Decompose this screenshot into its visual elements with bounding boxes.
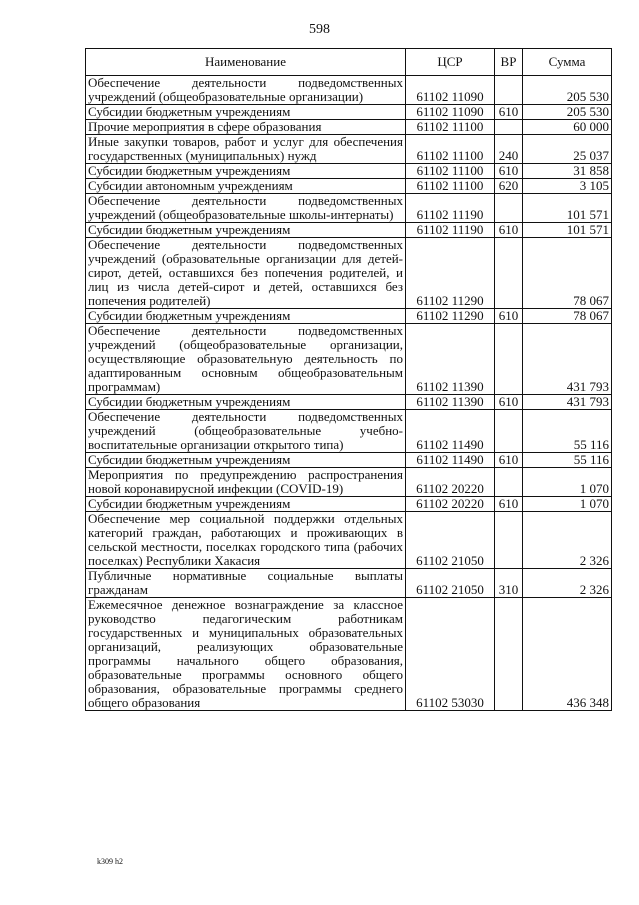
cell-sum: 2 326 bbox=[523, 512, 612, 569]
table-row bbox=[86, 179, 612, 194]
cell-sum: 431 793 bbox=[523, 324, 612, 395]
cell-vr bbox=[495, 598, 523, 711]
cell-sum: 101 571 bbox=[523, 194, 612, 223]
table-row bbox=[86, 569, 612, 598]
cell-csr: 61102 53030 bbox=[406, 598, 495, 711]
cell-csr: 61102 11290 bbox=[406, 238, 495, 309]
page-number: 598 bbox=[309, 22, 330, 37]
cell-name: Субсидии бюджетным учреждениям bbox=[86, 105, 406, 120]
cell-sum: 2 326 bbox=[523, 569, 612, 598]
cell-name: Публичные нормативные социальные выплаты гражданам bbox=[86, 569, 406, 598]
cell-vr: 610 bbox=[495, 309, 523, 324]
table-row bbox=[86, 223, 612, 238]
cell-csr: 61102 11090 bbox=[406, 105, 495, 120]
cell-csr: 61102 21050 bbox=[406, 569, 495, 598]
table-row bbox=[86, 135, 612, 164]
cell-sum: 78 067 bbox=[523, 238, 612, 309]
cell-vr bbox=[495, 410, 523, 453]
cell-name: Субсидии бюджетным учреждениям bbox=[86, 453, 406, 468]
cell-name: Субсидии бюджетным учреждениям bbox=[86, 395, 406, 410]
cell-sum: 78 067 bbox=[523, 309, 612, 324]
cell-name: Иные закупки товаров, работ и услуг для обеспечения государственных (муниципальных) нужд bbox=[86, 135, 406, 164]
cell-csr: 61102 11390 bbox=[406, 395, 495, 410]
cell-sum: 60 000 bbox=[523, 120, 612, 135]
cell-csr: 61102 11490 bbox=[406, 453, 495, 468]
table-row bbox=[86, 120, 612, 135]
cell-csr: 61102 11100 bbox=[406, 179, 495, 194]
cell-sum: 31 858 bbox=[523, 164, 612, 179]
header-name: Наименование bbox=[86, 49, 406, 76]
footer-code: k309 h2 bbox=[97, 857, 123, 866]
header-csr: ЦСР bbox=[406, 49, 495, 76]
cell-csr: 61102 11190 bbox=[406, 194, 495, 223]
cell-sum: 101 571 bbox=[523, 223, 612, 238]
budget-table bbox=[85, 48, 612, 711]
cell-name: Субсидии бюджетным учреждениям bbox=[86, 497, 406, 512]
cell-vr bbox=[495, 468, 523, 497]
table-header-row bbox=[86, 49, 612, 76]
cell-sum: 205 530 bbox=[523, 76, 612, 105]
table-row bbox=[86, 76, 612, 105]
cell-vr: 610 bbox=[495, 453, 523, 468]
cell-name: Обеспечение деятельности подведомственных учреждений (общеобразовательные организации, осуществляющие образовательную деятельность по адаптированным основным общеобразовательным программам) bbox=[86, 324, 406, 395]
cell-sum: 431 793 bbox=[523, 395, 612, 410]
cell-sum: 1 070 bbox=[523, 497, 612, 512]
cell-sum: 25 037 bbox=[523, 135, 612, 164]
cell-vr: 610 bbox=[495, 105, 523, 120]
table-row bbox=[86, 164, 612, 179]
cell-name: Субсидии бюджетным учреждениям bbox=[86, 309, 406, 324]
cell-csr: 61102 20220 bbox=[406, 497, 495, 512]
cell-vr bbox=[495, 194, 523, 223]
cell-csr: 61102 11100 bbox=[406, 164, 495, 179]
cell-name: Субсидии бюджетным учреждениям bbox=[86, 164, 406, 179]
cell-csr: 61102 11100 bbox=[406, 135, 495, 164]
cell-csr: 61102 11390 bbox=[406, 324, 495, 395]
cell-sum: 55 116 bbox=[523, 410, 612, 453]
cell-csr: 61102 11100 bbox=[406, 120, 495, 135]
cell-sum: 436 348 bbox=[523, 598, 612, 711]
table-row bbox=[86, 238, 612, 309]
cell-vr: 310 bbox=[495, 569, 523, 598]
table-row bbox=[86, 194, 612, 223]
table-row bbox=[86, 324, 612, 395]
cell-sum: 205 530 bbox=[523, 105, 612, 120]
table-row bbox=[86, 598, 612, 711]
cell-csr: 61102 20220 bbox=[406, 468, 495, 497]
cell-vr: 610 bbox=[495, 497, 523, 512]
header-vr: ВР bbox=[495, 49, 523, 76]
cell-csr: 61102 21050 bbox=[406, 512, 495, 569]
table-row bbox=[86, 105, 612, 120]
header-sum: Сумма bbox=[523, 49, 612, 76]
cell-name: Обеспечение деятельности подведомственных учреждений (общеобразовательные учебно-воспитательные организации открытого типа) bbox=[86, 410, 406, 453]
cell-vr bbox=[495, 120, 523, 135]
cell-sum: 55 116 bbox=[523, 453, 612, 468]
cell-vr: 610 bbox=[495, 223, 523, 238]
cell-name: Обеспечение деятельности подведомственных учреждений (общеобразовательные организации) bbox=[86, 76, 406, 105]
table-row bbox=[86, 395, 612, 410]
table-row bbox=[86, 410, 612, 453]
cell-name: Обеспечение деятельности подведомственных учреждений (общеобразовательные школы-интернаты) bbox=[86, 194, 406, 223]
cell-csr: 61102 11090 bbox=[406, 76, 495, 105]
table-body bbox=[86, 76, 612, 711]
table-row bbox=[86, 497, 612, 512]
cell-vr: 620 bbox=[495, 179, 523, 194]
cell-name: Мероприятия по предупреждению распространения новой коронавирусной инфекции (COVID-19) bbox=[86, 468, 406, 497]
table-row bbox=[86, 309, 612, 324]
cell-name: Прочие мероприятия в сфере образования bbox=[86, 120, 406, 135]
cell-csr: 61102 11190 bbox=[406, 223, 495, 238]
cell-vr: 610 bbox=[495, 164, 523, 179]
cell-name: Обеспечение мер социальной поддержки отдельных категорий граждан, работающих и проживающих в сельской местности, поселках городского типа (рабочих поселках) Республики Хакасия bbox=[86, 512, 406, 569]
cell-vr bbox=[495, 512, 523, 569]
cell-vr: 610 bbox=[495, 395, 523, 410]
table-row bbox=[86, 468, 612, 497]
cell-vr bbox=[495, 324, 523, 395]
table-row bbox=[86, 512, 612, 569]
cell-vr: 240 bbox=[495, 135, 523, 164]
table-row bbox=[86, 453, 612, 468]
cell-name: Субсидии бюджетным учреждениям bbox=[86, 223, 406, 238]
cell-name: Ежемесячное денежное вознаграждение за классное руководство педагогическим работникам государственных и муниципальных образовательных организаций, реализующих образовательные программы начального общего образования, образовательные программы основного общего образования, образовательные программы среднего общего образования bbox=[86, 598, 406, 711]
cell-vr bbox=[495, 76, 523, 105]
cell-name: Субсидии автономным учреждениям bbox=[86, 179, 406, 194]
cell-csr: 61102 11290 bbox=[406, 309, 495, 324]
cell-sum: 3 105 bbox=[523, 179, 612, 194]
cell-csr: 61102 11490 bbox=[406, 410, 495, 453]
cell-sum: 1 070 bbox=[523, 468, 612, 497]
cell-name: Обеспечение деятельности подведомственных учреждений (образовательные организации для детей-сирот, детей, оставшихся без попечения родителей, и лиц из числа детей-сирот и детей, оставшихся без попечения родителей) bbox=[86, 238, 406, 309]
cell-vr bbox=[495, 238, 523, 309]
